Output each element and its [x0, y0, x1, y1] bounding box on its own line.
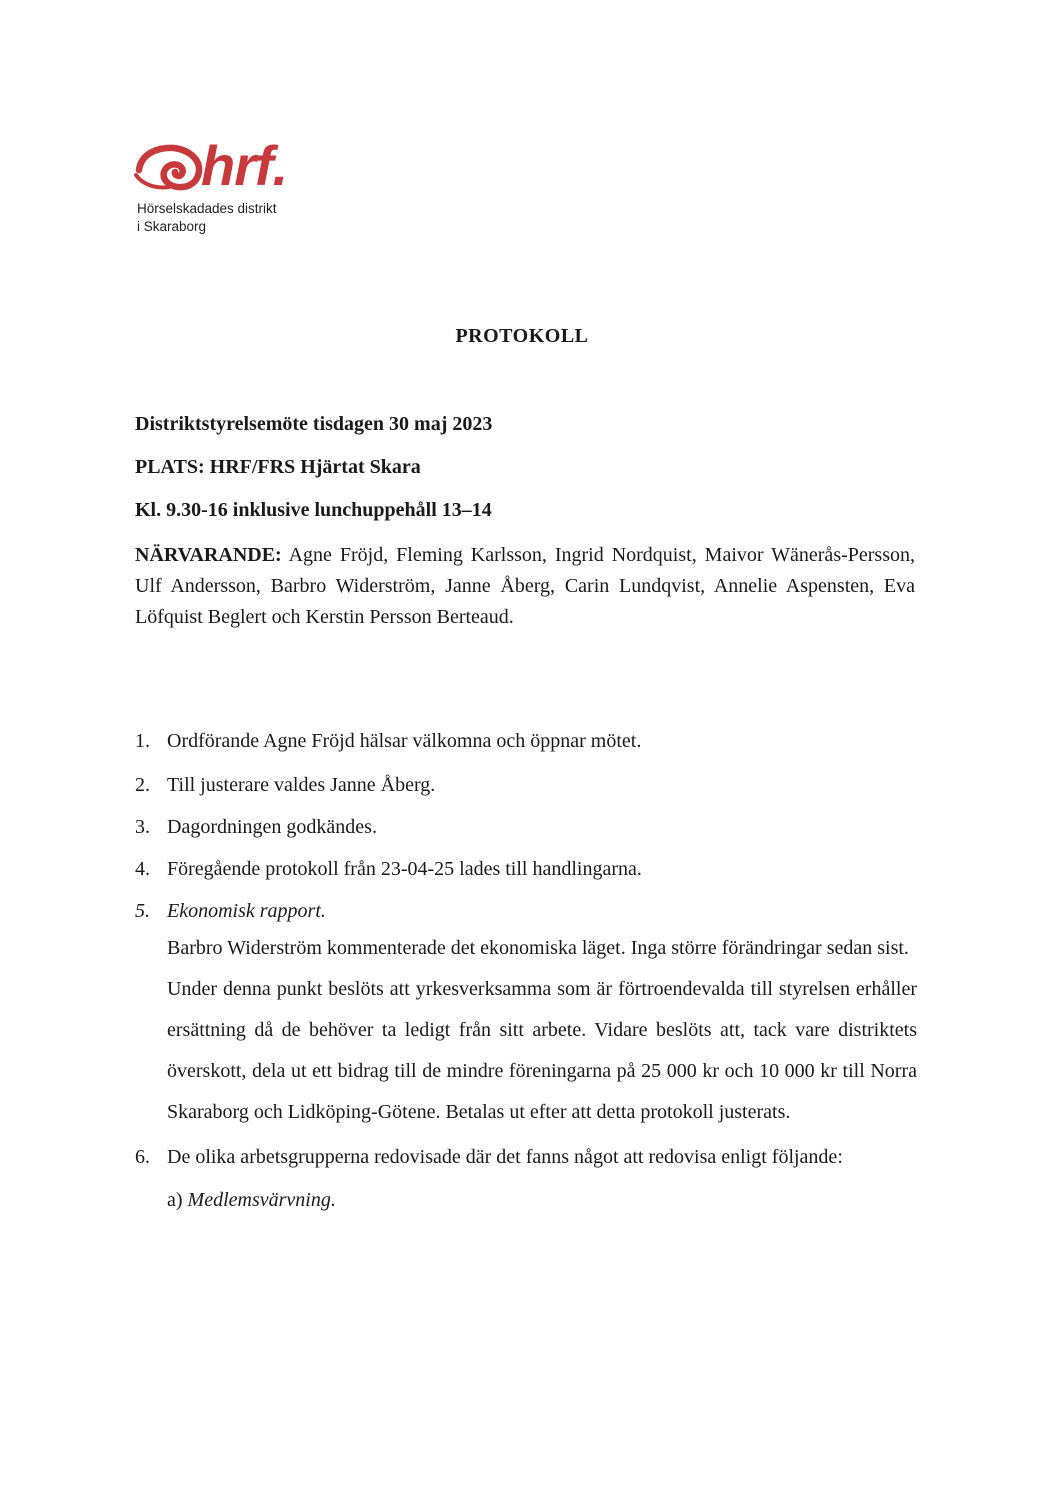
item-number: 1. [135, 730, 150, 752]
item-number: 6. [135, 1146, 150, 1168]
list-item [135, 726, 917, 756]
spiral-ear-icon [133, 141, 203, 191]
item-text: Ordförande Agne Fröjd hälsar välkomna och öppnar mötet. [167, 730, 642, 752]
document-title: PROTOKOLL [455, 325, 589, 347]
attendees-list: Agne Fröjd, Fleming Karlsson, Ingrid Nordquist, Maivor Wänerås-Persson, Ulf Andersson, Barbro Widerström, Janne Åberg, Carin Lundqvist, Annelie Aspensten, Eva Löfquist Beglert och Kerstin Persson Berteaud. [135, 544, 915, 628]
meeting-place: PLATS: HRF/FRS Hjärtat Skara [135, 456, 421, 478]
sub-item [167, 1185, 917, 1215]
decision-paragraph: Under denna punkt beslöts att yrkesverksamma som är förtroendevalda till styrelsen erhåller ersättning då de behöver ta ledigt från sitt arbete. Vidare beslöts att, tack vare distriktets överskott, dela ut ett bidrag till de mindre föreningarna på 25 000 kr och 10 000 kr till Norra Skaraborg och Lidköping-Götene. Betalas ut efter att detta protokoll justerats. [167, 978, 917, 1123]
hrf-logo [133, 134, 373, 236]
list-item [135, 854, 917, 884]
list-item [135, 812, 917, 842]
item-number: 2. [135, 774, 150, 796]
meeting-time: Kl. 9.30-16 inklusive lunchuppehåll 13–14 [135, 499, 492, 521]
item-number: 3. [135, 816, 150, 838]
list-item [135, 770, 917, 800]
attendees-label: NÄRVARANDE: [135, 544, 282, 566]
item-text: Dagordningen godkändes. [167, 816, 377, 838]
meeting-date: Distriktstyrelsemöte tisdagen 30 maj 2023 [135, 413, 493, 435]
item-text: Till justerare valdes Janne Åberg. [167, 774, 436, 796]
item-text: De olika arbetsgrupperna redovisade där det fanns något att redovisa enligt följande: [167, 1146, 843, 1168]
logo-subtitle-line2: i Skaraborg [137, 219, 207, 234]
sub-item-text: Medlemsvärvning. [187, 1189, 336, 1211]
sub-item-label: a) [167, 1189, 183, 1211]
list-item [135, 1137, 917, 1177]
logo-subtitle-line1: Hörselskadades distrikt [137, 201, 277, 216]
item-heading: Ekonomisk rapport. [167, 900, 326, 922]
item-text: Föregående protokoll från 23-04-25 lades till handlingarna. [167, 858, 642, 880]
logo-wordmark: hrf. [201, 134, 288, 197]
agenda-list [135, 726, 917, 1215]
list-item [135, 896, 917, 926]
item-number: 4. [135, 858, 150, 880]
economic-report-paragraph: Barbro Widerström kommenterade det ekonomiska läget. Inga större förändringar sedan sist. [167, 937, 909, 959]
item-number: 5. [135, 900, 150, 922]
attendees-paragraph [135, 540, 915, 633]
